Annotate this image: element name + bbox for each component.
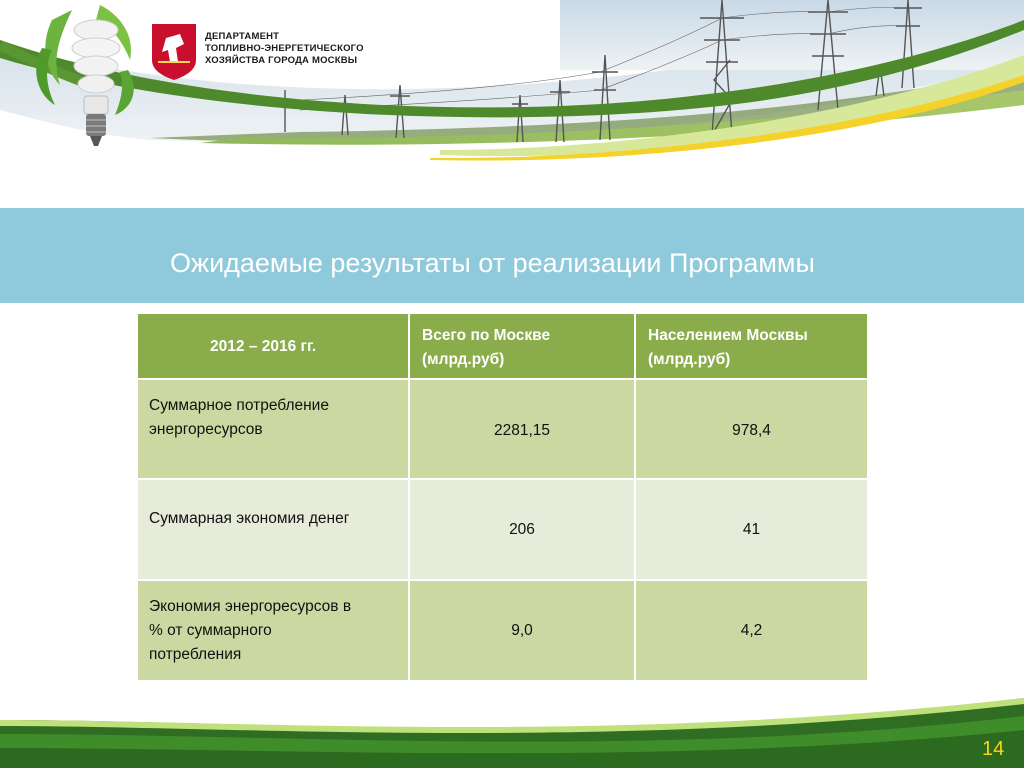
row-label: Суммарная экономия денег — [137, 479, 409, 580]
page-number: 14 — [982, 738, 1005, 760]
cell-population: 41 — [635, 479, 868, 580]
cell-population: 978,4 — [635, 379, 868, 479]
header-line: Всего по Москве — [422, 327, 551, 344]
footer-swoosh — [0, 690, 1024, 768]
cell-total: 9,0 — [409, 580, 635, 681]
cell-population: 4,2 — [635, 580, 868, 681]
header-line: Населением Москвы — [648, 327, 808, 344]
header-banner — [0, 0, 1024, 200]
slide-title: Ожидаемые результаты от реализации Программы — [170, 248, 815, 278]
power-lines-banner — [0, 0, 1024, 200]
header-line: (млрд.руб) — [648, 351, 731, 368]
table-row — [137, 580, 868, 681]
header-population — [635, 313, 868, 379]
moscow-coat-of-arms-icon — [152, 24, 196, 80]
row-label: Экономия энергоресурсов в % от суммарного потребления — [137, 580, 409, 681]
header-period: 2012 – 2016 гг. — [137, 313, 409, 379]
department-name — [205, 31, 364, 67]
department-line: ДЕПАРТАМЕНТ — [205, 31, 280, 42]
department-line: ХОЗЯЙСТВА ГОРОДА МОСКВЫ — [205, 55, 358, 66]
cell-total: 206 — [409, 479, 635, 580]
results-table — [136, 312, 869, 682]
table-row — [137, 479, 868, 580]
table-row — [137, 379, 868, 479]
header-line: (млрд.руб) — [422, 351, 505, 368]
cell-total: 2281,15 — [409, 379, 635, 479]
table-header-row — [137, 313, 868, 379]
department-line: ТОПЛИВНО-ЭНЕРГЕТИЧЕСКОГО — [205, 43, 364, 54]
footer-wave — [0, 690, 1024, 768]
header-total-moscow — [409, 313, 635, 379]
row-label: Суммарное потребление энергоресурсов — [137, 379, 409, 479]
